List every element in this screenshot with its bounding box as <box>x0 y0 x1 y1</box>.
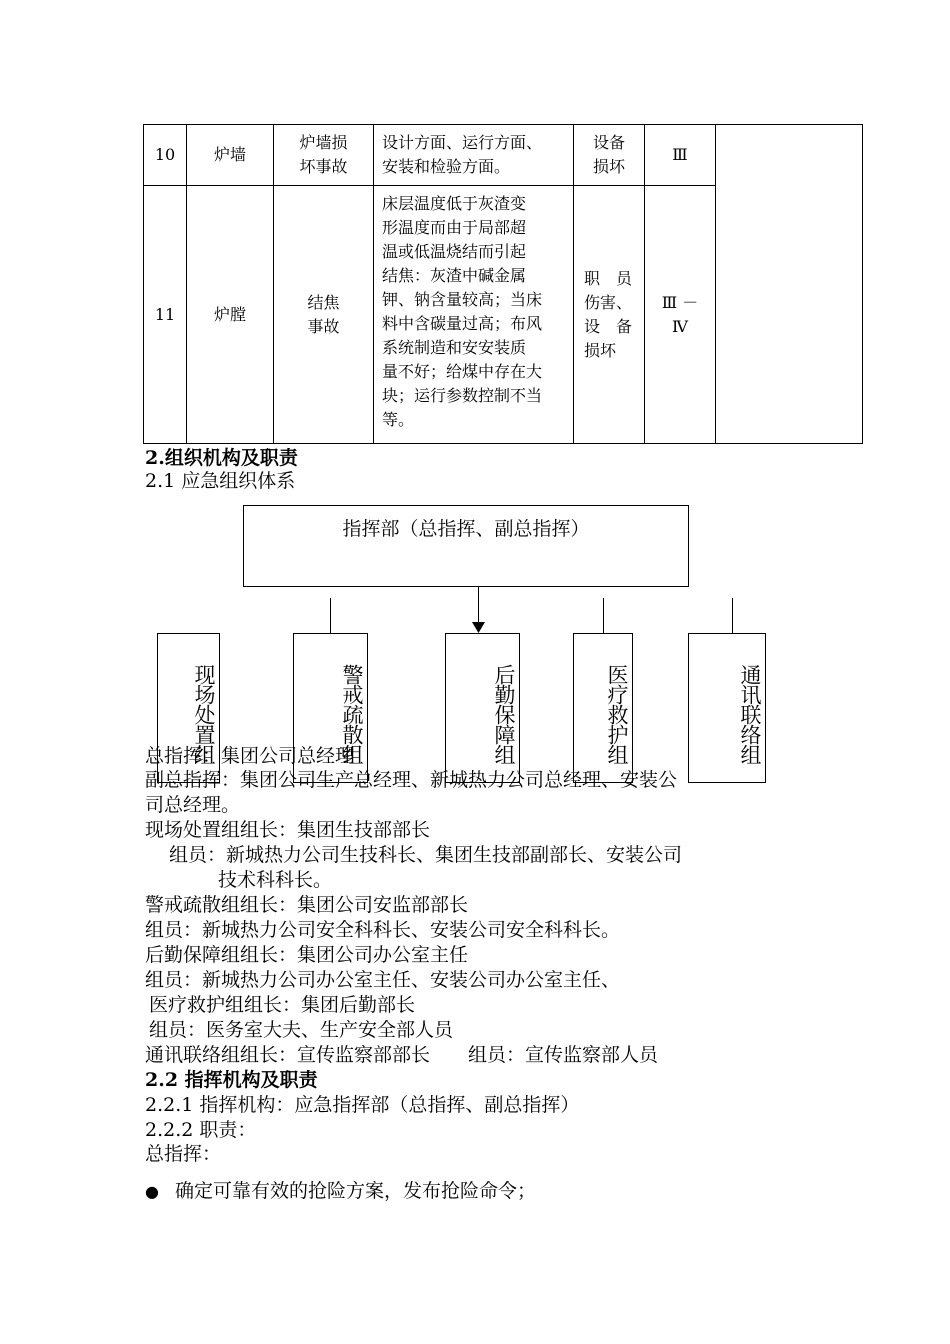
section-heading: 2.组织机构及职责 <box>145 447 298 469</box>
bullet-text: 确定可靠有效的抢险方案，发布抢险命令； <box>174 1180 536 1202</box>
text-line: 组员：医务室大夫、生产安全部人员 <box>149 1019 454 1041</box>
text-line: 组员：新城热力公司办公室主任、安装公司办公室主任、 <box>145 969 621 991</box>
accident-type-cell: 炉墙损 坏事故 <box>274 125 374 186</box>
text-line: 后勤保障组组长：集团公司办公室主任 <box>145 944 469 966</box>
connector-line <box>330 598 331 633</box>
text-line: 副总指挥：集团公司生产总经理、新城热力公司总经理、安装公 <box>145 769 678 791</box>
text-line: 组员：新城热力公司生技科长、集团生技部副部长、安装公司 <box>169 844 683 866</box>
cause-cell: 设计方面、运行方面、 安装和检验方面。 <box>374 125 574 186</box>
row-number: 10 <box>144 125 187 186</box>
section-heading: 2.2 指挥机构及职责 <box>145 1069 318 1091</box>
text-line: 技术科科长。 <box>218 869 333 891</box>
group-box-evacuation: 警戒疏散组 <box>293 633 368 783</box>
group-box-medical: 医疗救护组 <box>573 633 633 783</box>
consequence-cell: 设备 损坏 <box>574 125 645 186</box>
consequence-cell: 职 员 伤害、 设 备 损坏 <box>574 186 645 444</box>
text-line: 司总经理。 <box>145 794 241 816</box>
text-line: 2.2.2 职责： <box>145 1119 257 1141</box>
text-line: 警戒疏散组组长：集团公司安监部部长 <box>145 894 469 916</box>
text-line: 2.2.1 指挥机构：应急指挥部（总指挥、副总指挥） <box>145 1094 580 1116</box>
text-line: 通讯联络组组长：宣传监察部部长 组员：宣传监察部人员 <box>145 1044 659 1066</box>
level-cell: Ⅲ <box>645 125 716 186</box>
group-box-onsite: 现场处置组 <box>157 633 220 783</box>
text-line: 组员：新城热力公司安全科科长、安装公司安全科科长。 <box>145 919 621 941</box>
table-row <box>144 125 863 186</box>
level-cell: Ⅲ － Ⅳ <box>645 186 716 444</box>
command-box: 指挥部（总指挥、副总指挥） <box>243 505 689 587</box>
group-box-logistics: 后勤保障组 <box>445 633 520 783</box>
text-line: 总指挥： <box>145 1143 222 1165</box>
text-line: 现场处置组组长：集团生技部部长 <box>145 819 431 841</box>
bullet-item <box>145 1179 536 1204</box>
cause-cell: 床层温度低于灰渣变 形温度而由于局部超 温或低温烧结而引起 结焦：灰渣中碱金属 钾、钠含量较高；当床 料中含碳量过高；布风 系统制造和安安装质 量不好；给煤中存在大 块；运行参数控制不当 等。 <box>374 186 574 444</box>
accident-type-cell: 结焦 事故 <box>274 186 374 444</box>
group-box-communication: 通讯联络组 <box>688 633 766 783</box>
subsection-heading: 2.1 应急组织体系 <box>145 470 296 492</box>
text-line: 医疗救护组组长：集团后勤部长 <box>149 994 416 1016</box>
connector-arrow <box>478 587 479 627</box>
remark-cell <box>716 125 863 444</box>
connector-line <box>603 598 604 633</box>
bullet-dot-icon: ● <box>145 1182 159 1201</box>
risk-table <box>143 124 863 444</box>
part-cell: 炉膛 <box>187 186 274 444</box>
part-cell: 炉墙 <box>187 125 274 186</box>
connector-line <box>732 598 733 633</box>
row-number: 11 <box>144 186 187 444</box>
text-line: 总指挥：集团公司总经理 <box>145 745 355 767</box>
